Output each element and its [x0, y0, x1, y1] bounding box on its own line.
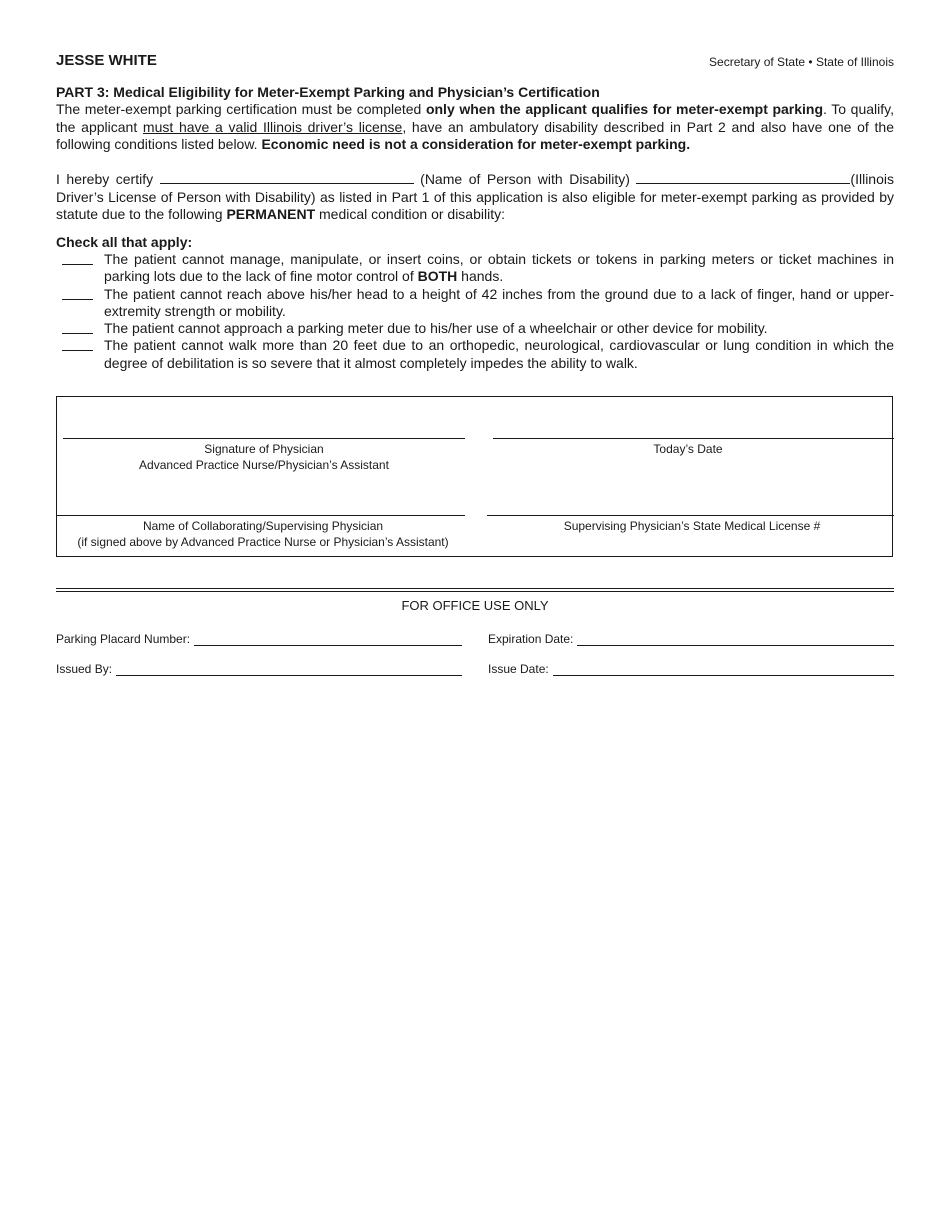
intro-license-requirement: must have a valid Illinois driver’s license	[142, 118, 403, 135]
condition-text: The patient cannot reach above his/her head to a height of 42 inches from the ground due to a lack of finger, hand or upper-extremity strength or mobility.	[104, 285, 894, 319]
part3-title: PART 3: Medical Eligibility for Meter-Exempt Parking and Physician’s Certification	[56, 84, 600, 100]
collab-label-line1: Name of Collaborating/Supervising Physician	[142, 519, 384, 533]
condition-text: The patient cannot walk more than 20 feet due to an orthopedic, neurological, cardiovascular or lung condition in which the degree of debilitation is so severe that it almost completely impedes the ability to walk.	[104, 337, 894, 371]
check-blank[interactable]	[62, 299, 93, 300]
expiration-date-row	[488, 632, 894, 646]
issued-by-row	[56, 662, 462, 676]
placard-number-label: Parking Placard Number:	[56, 632, 191, 646]
office-use-title: FOR OFFICE USE ONLY	[401, 598, 549, 613]
physician-signature-box	[56, 396, 893, 557]
supervising-physician-name-line[interactable]	[57, 515, 465, 516]
issued-by-field[interactable]	[116, 663, 462, 676]
condition-text: The patient cannot manage, manipulate, or insert coins, or obtain tickets or tokens in parking meters or ticket machines in parking lots due to the lack of fine motor control of	[104, 251, 894, 285]
condition-bold: BOTH	[417, 268, 458, 285]
agency-name: Secretary of State • State of Illinois	[709, 55, 894, 69]
check-all-heading: Check all that apply:	[56, 234, 193, 250]
certification-statement	[56, 171, 894, 224]
expiration-date-field[interactable]	[577, 633, 894, 646]
check-blank[interactable]	[62, 333, 93, 334]
todays-date-line[interactable]	[493, 438, 894, 439]
signature-label-line2: Advanced Practice Nurse/Physician’s Assistant	[139, 457, 389, 472]
certify-text: medical condition or disability:	[315, 206, 505, 222]
condition-text: The patient cannot approach a parking meter due to his/her use of a wheelchair or other device for mobility.	[104, 320, 768, 337]
issue-date-label: Issue Date:	[488, 662, 549, 676]
check-blank[interactable]	[62, 264, 93, 265]
physician-signature-line[interactable]	[63, 438, 465, 439]
license-number-field[interactable]	[636, 171, 850, 184]
office-divider-bottom	[56, 591, 894, 592]
issued-by-label: Issued By:	[56, 662, 113, 676]
intro-bold-qualifies: only when the applicant qualifies for meter-exempt parking	[425, 101, 824, 117]
intro-text: , have an ambulatory disability described in Part 2 and also have one of the following conditions listed below.	[56, 118, 894, 152]
signature-label-line1: Signature of Physician	[204, 442, 324, 456]
office-divider-top	[56, 588, 894, 589]
expiration-date-label: Expiration Date:	[488, 632, 574, 646]
condition-checklist	[56, 251, 894, 372]
issue-date-field[interactable]	[553, 663, 894, 676]
license-label: Supervising Physician’s State Medical License #	[563, 519, 821, 533]
secretary-name: JESSE WHITE	[56, 52, 157, 69]
placard-number-row	[56, 632, 462, 646]
page-header	[56, 52, 894, 72]
condition-item-reach	[56, 286, 894, 321]
permanent-bold: PERMANENT	[226, 206, 316, 222]
signature-label	[63, 442, 465, 473]
certify-text: (Illinois Driver’s License of Person with Disability) as listed in Part 1 of this application is also eligible for meter-exempt parking as provided by statute due to the following	[56, 171, 894, 222]
certify-text: (Name of Person with Disability)	[413, 171, 637, 187]
date-label: Today’s Date	[653, 442, 723, 456]
condition-item-fine-motor	[56, 251, 894, 286]
condition-text-tail: hands.	[457, 268, 504, 285]
collab-label-line2: (if signed above by Advanced Practice Nurse or Physician’s Assistant)	[77, 534, 449, 549]
condition-item-wheelchair	[56, 320, 894, 337]
intro-bold-economic: Economic need is not a consideration for meter-exempt parking.	[261, 136, 691, 152]
issue-date-row	[488, 662, 894, 676]
condition-item-walk	[56, 337, 894, 372]
placard-number-field[interactable]	[194, 633, 462, 646]
certify-text: I hereby certify	[56, 171, 160, 187]
intro-text: The meter-exempt parking certification must be completed	[56, 101, 426, 117]
person-name-field[interactable]	[160, 171, 414, 184]
medical-license-line[interactable]	[487, 515, 894, 516]
eligibility-intro	[56, 101, 894, 154]
check-blank[interactable]	[62, 350, 93, 351]
intro-text: . To qualify, the applicant	[56, 101, 894, 135]
collaborating-physician-label	[57, 519, 469, 550]
